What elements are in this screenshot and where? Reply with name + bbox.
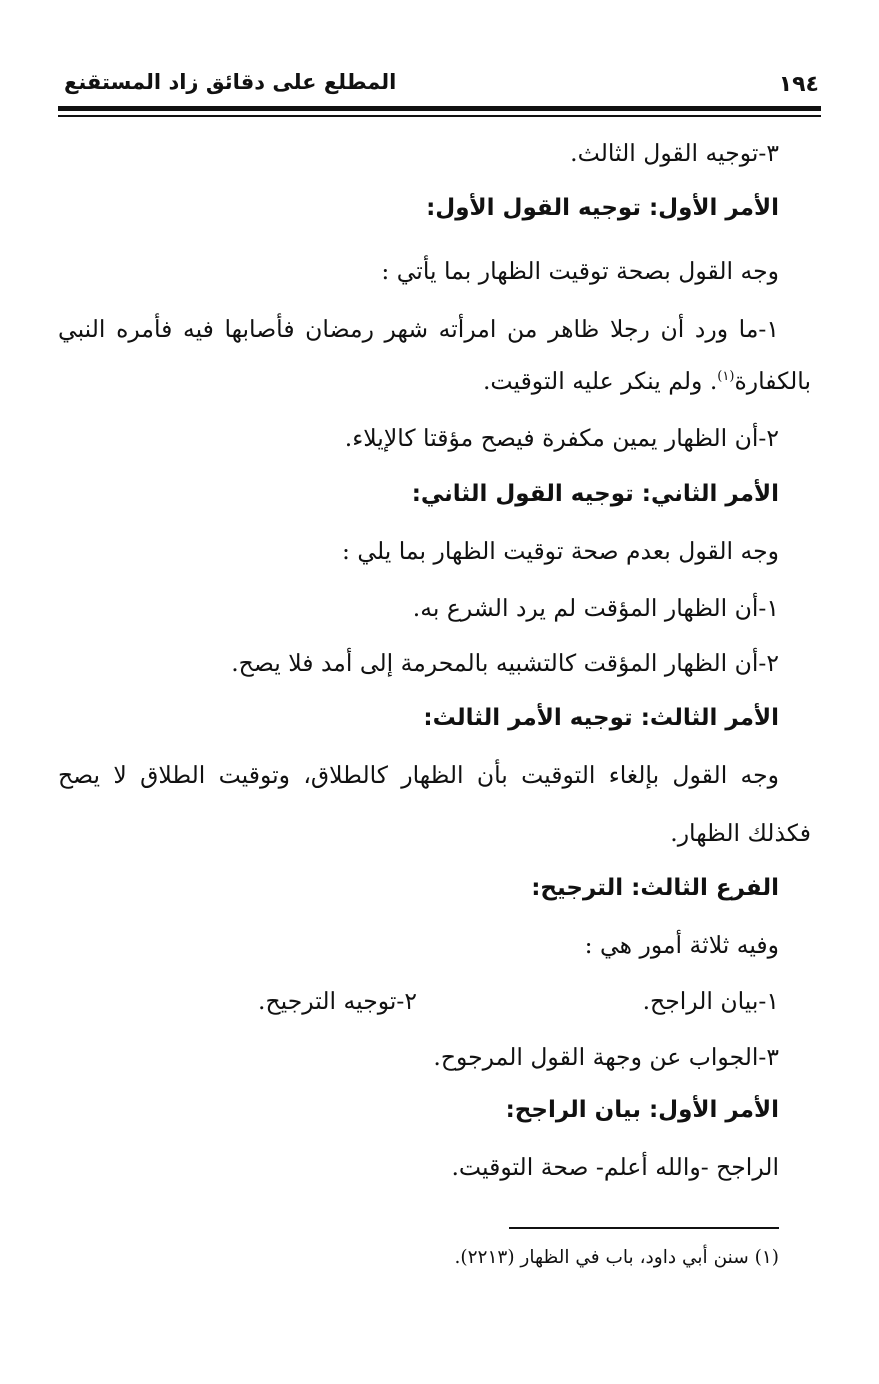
paragraph-line: وجه القول بعدم صحة توقيت الظهار بما يلي : [341, 537, 779, 565]
text-after-footnote: . ولم ينكر عليه التوقيت. [482, 367, 718, 395]
page-number: ١٩٤ [778, 72, 819, 97]
text-before-footnote: بالكفارة [734, 367, 811, 395]
list-item: ١-أن الظهار المؤقت لم يرد الشرع به. [412, 594, 779, 622]
header-rule-thin [58, 115, 821, 117]
two-column-list [58, 986, 779, 1018]
paragraph-line: وفيه ثلاثة أمور هي : [584, 931, 779, 959]
footnote-separator [509, 1227, 779, 1229]
footnote: (١) سنن أبي داود، باب في الظهار (٢٢١٣). [454, 1247, 779, 1268]
footnote-marker[interactable]: (١) [717, 369, 735, 385]
paragraph-line [483, 366, 811, 397]
section-heading: الأمر الثالث: توجيه الأمر الثالث: [423, 705, 779, 731]
section-heading: الأمر الأول: توجيه القول الأول: [426, 195, 779, 221]
subsection-heading: الفرع الثالث: الترجيح: [531, 875, 779, 901]
paragraph-line: الراجح -والله أعلم- صحة التوقيت. [451, 1153, 779, 1181]
paragraph-line: وجه القول بصحة توقيت الظهار بما يأتي : [381, 257, 779, 285]
list-item: ٢-أن الظهار المؤقت كالتشبيه بالمحرمة إلى أمد فلا يصح. [231, 649, 779, 677]
running-header [58, 62, 821, 102]
paragraph-line: وجه القول بإلغاء التوقيت بأن الظهار كالطلاق، وتوقيت الطلاق لا يصح [58, 761, 779, 789]
list-item: ٢-توجيه الترجيح. [258, 987, 417, 1015]
list-item: ٢-أن الظهار يمين مكفرة فيصح مؤقتا كالإيلاء. [344, 424, 779, 452]
list-item: ٣-توجيه القول الثالث. [570, 139, 779, 167]
list-item: ٣-الجواب عن وجهة القول المرجوح. [433, 1043, 779, 1071]
header-rule-thick [58, 106, 821, 111]
book-title: المطلع على دقائق زاد المستقنع [64, 70, 397, 94]
section-heading: الأمر الأول: بيان الراجح: [505, 1097, 779, 1123]
section-heading: الأمر الثاني: توجيه القول الثاني: [411, 481, 779, 507]
paragraph-line: فكذلك الظهار. [670, 819, 811, 847]
paragraph-line: ١-ما ورد أن رجلا ظاهر من امرأته شهر رمضان فأصابها فيه فأمره النبي [58, 315, 779, 343]
list-item: ١-بيان الراجح. [642, 987, 779, 1015]
